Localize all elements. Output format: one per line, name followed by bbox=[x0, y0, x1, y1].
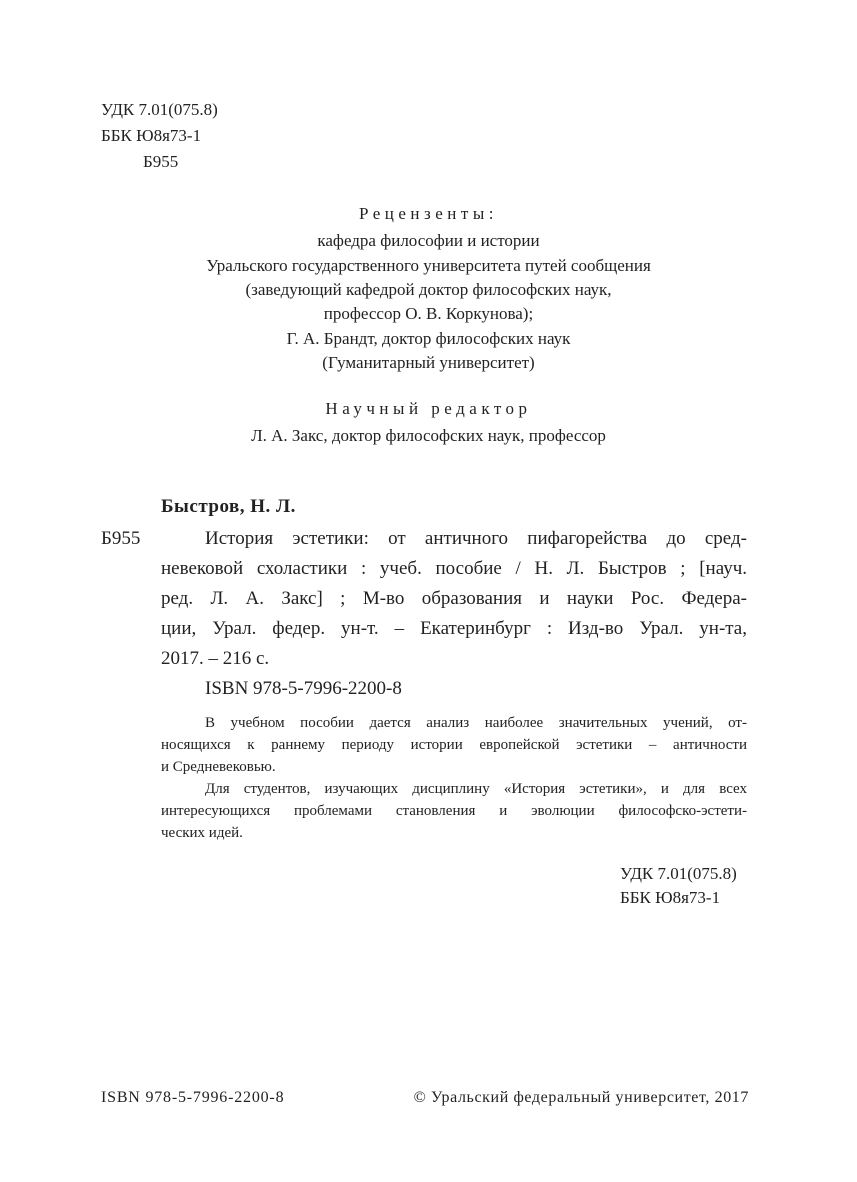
copyright-notice: © Уральский федеральный университет, 2017 bbox=[413, 1089, 749, 1106]
reviewer-line: профессор О. В. Коркунова); bbox=[323, 304, 534, 323]
annotation-line: ческих идей. bbox=[161, 825, 243, 841]
reviewer-line: Уральского государственного университета путей сообщения bbox=[206, 256, 651, 275]
author-mark: Б955 bbox=[101, 528, 141, 549]
footer-isbn: ISBN 978-5-7996-2200-8 bbox=[101, 1089, 285, 1106]
reviewer-line: (Гуманитарный университет) bbox=[322, 353, 535, 372]
reviewer-line: (заведующий кафедрой доктор философских наук, bbox=[245, 280, 612, 299]
annotation-line: и Средневековью. bbox=[161, 759, 276, 775]
author-name: Быстров, Н. Л. bbox=[161, 496, 296, 517]
reviewers-heading: Рецензенты: bbox=[359, 204, 498, 223]
isbn-line: ISBN 978-5-7996-2200-8 bbox=[205, 678, 402, 699]
reviewer-line: кафедра философии и истории bbox=[317, 231, 540, 250]
annotation-line: интересующихся проблемами становления и эволюции философско-эстети- bbox=[161, 803, 747, 819]
bbk-code: ББК Ю8я73-1 bbox=[101, 126, 202, 145]
author-mark: Б955 bbox=[143, 152, 179, 171]
bib-line: ции, Урал. федер. ун-т. – Екатеринбург : Изд-во Урал. ун-та, bbox=[161, 618, 747, 639]
editor-heading: Научный редактор bbox=[325, 399, 532, 418]
annotation-line: В учебном пособии дается анализ наиболее значительных учений, от- bbox=[205, 715, 747, 731]
annotation-line: Для студентов, изучающих дисциплину «История эстетики», и для всех bbox=[205, 781, 747, 797]
reviewer-line: Г. А. Брандт, доктор философских наук bbox=[286, 329, 571, 348]
bbk-code: ББК Ю8я73-1 bbox=[620, 888, 721, 907]
bib-line: 2017. – 216 с. bbox=[161, 648, 270, 669]
bib-line: История эстетики: от античного пифагорейства до сред- bbox=[205, 528, 747, 549]
udk-code: УДК 7.01(075.8) bbox=[101, 100, 218, 119]
bib-line: невековой схоластики : учеб. пособие / Н. Л. Быстров ; [науч. bbox=[161, 558, 747, 579]
annotation-line: носящихся к раннему периоду истории европейской эстетики – античности bbox=[161, 737, 747, 753]
editor-line: Л. А. Закс, доктор философских наук, профессор bbox=[251, 426, 606, 445]
udk-code: УДК 7.01(075.8) bbox=[620, 864, 737, 883]
bib-line: ред. Л. А. Закс] ; М-во образования и науки Рос. Федера- bbox=[161, 588, 747, 609]
